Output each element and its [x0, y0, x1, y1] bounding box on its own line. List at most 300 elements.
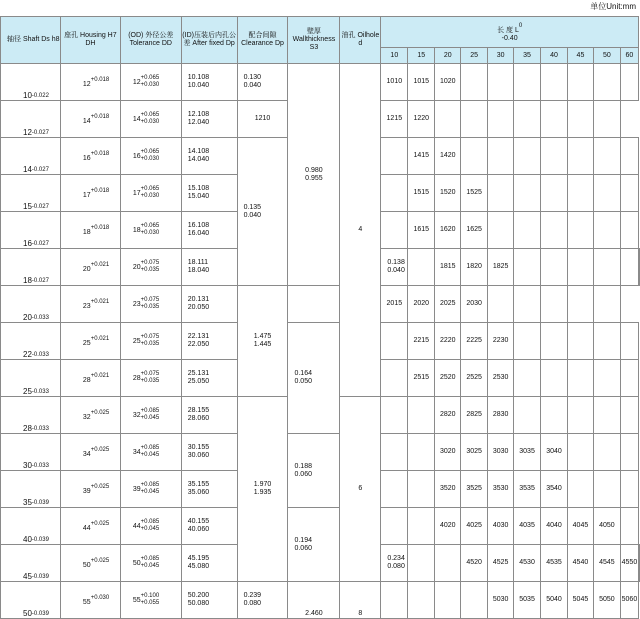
clearance-upper: 0.239 — [243, 592, 262, 599]
housing-diameter: 14 — [82, 117, 91, 125]
part-number-cell — [381, 360, 408, 397]
clearance-lower: 0.060 — [294, 544, 312, 552]
id-upper: 40.155 — [187, 518, 210, 525]
clearance-lower: 0.040 — [387, 267, 405, 274]
wall-thickness-cell — [237, 286, 288, 397]
id-lower: 20.050 — [187, 304, 210, 311]
part-number-cell — [567, 101, 593, 138]
part-number-cell — [567, 434, 593, 471]
wall-thickness-cell — [288, 582, 340, 619]
shaft-diameter-cell — [1, 212, 61, 249]
od-upper: +0.075 — [140, 371, 160, 377]
od-lower: +0.045 — [140, 452, 160, 458]
part-number-cell — [593, 249, 620, 286]
clearance-lower: 0.040 — [243, 82, 262, 89]
part-number-cell — [620, 175, 638, 212]
part-number-cell — [593, 101, 620, 138]
part-number-cell — [567, 64, 593, 101]
part-number-cell — [514, 249, 541, 286]
header-length-col: 40 — [541, 48, 568, 64]
housing-tolerance: +0.025 — [90, 483, 110, 490]
od-tolerance — [141, 260, 160, 274]
shaft-diameter-cell — [1, 64, 61, 101]
part-number-cell — [620, 434, 638, 471]
od-upper: +0.085 — [140, 408, 160, 414]
od-lower: +0.030 — [140, 156, 160, 162]
part-number-cell: 1825 — [488, 249, 514, 286]
od-tolerance — [141, 593, 160, 607]
housing-diameter: 17 — [82, 191, 91, 199]
housing-cell — [60, 582, 120, 619]
part-number-cell — [488, 64, 514, 101]
wall-lower: 1.445 — [253, 341, 272, 348]
od-lower: +0.045 — [140, 415, 160, 421]
clearance-cell — [381, 545, 408, 582]
od-tolerance — [141, 112, 160, 126]
clearance-upper: 0.188 — [294, 462, 312, 470]
shaft-diameter: 16 — [23, 239, 32, 248]
shaft-diameter-cell — [1, 434, 61, 471]
part-number-cell — [408, 434, 435, 471]
part-number-cell: 3535 — [514, 471, 541, 508]
part-number-cell: 4035 — [514, 508, 541, 545]
housing-tolerance: +0.018 — [90, 150, 110, 157]
shaft-tolerance: -0.027 — [31, 278, 49, 284]
housing-cell — [60, 101, 120, 138]
part-number-cell — [567, 286, 593, 323]
housing-cell — [60, 64, 120, 101]
part-number-cell — [620, 397, 638, 434]
part-number-cell — [461, 101, 488, 138]
part-number-cell — [541, 323, 568, 360]
housing-cell — [60, 471, 120, 508]
header-length-col: 25 — [461, 48, 488, 64]
part-number-cell: 4040 — [541, 508, 568, 545]
housing-diameter: 34 — [82, 450, 91, 458]
part-number-cell — [461, 64, 488, 101]
od-upper: +0.085 — [140, 519, 160, 525]
clearance-upper: 0.194 — [294, 536, 312, 544]
housing-tolerance: +0.018 — [90, 224, 110, 231]
part-number-cell — [408, 249, 435, 286]
part-number-cell: 2215 — [408, 323, 435, 360]
shaft-diameter-cell — [1, 397, 61, 434]
housing-cell — [60, 286, 120, 323]
shaft-tolerance: -0.039 — [31, 537, 49, 543]
part-number-cell — [381, 323, 408, 360]
housing-tolerance: +0.030 — [90, 594, 110, 601]
id-tolerance-cell — [181, 64, 237, 101]
part-number-cell — [593, 360, 620, 397]
header-clearance: 配合间隙 Clearance Dp — [237, 17, 288, 64]
housing-diameter: 18 — [82, 228, 91, 236]
shaft-diameter: 35 — [23, 498, 32, 507]
id-lower: 14.040 — [187, 156, 210, 163]
shaft-diameter: 14 — [23, 165, 32, 174]
shaft-diameter: 18 — [23, 276, 32, 285]
od-tolerance — [141, 334, 160, 348]
housing-cell — [60, 545, 120, 582]
part-number-cell: 1420 — [435, 138, 461, 175]
od-tolerance-cell — [120, 175, 181, 212]
part-number-cell — [514, 323, 541, 360]
part-number-cell: 2015 — [381, 286, 408, 323]
part-number-cell — [620, 249, 638, 286]
od-upper: +0.085 — [140, 556, 160, 562]
part-number-cell: 4540 — [567, 545, 593, 582]
part-number-cell — [620, 360, 638, 397]
part-number-cell — [381, 582, 408, 619]
id-upper: 16.108 — [187, 222, 210, 229]
clearance-upper: 0.164 — [294, 370, 312, 377]
od-tolerance — [141, 408, 160, 422]
od-lower: +0.030 — [140, 119, 160, 125]
od-tolerance — [141, 371, 160, 385]
shaft-diameter: 40 — [23, 535, 32, 544]
id-lower: 15.040 — [187, 193, 210, 200]
part-number-cell: 2820 — [435, 397, 461, 434]
part-number-cell — [488, 138, 514, 175]
od-tolerance-cell — [120, 360, 181, 397]
header-length-col: 50 — [593, 48, 620, 64]
od-tolerance-cell — [120, 101, 181, 138]
housing-tolerance: +0.021 — [90, 335, 110, 342]
clearance-upper: 0.138 — [387, 259, 405, 266]
part-number-cell — [567, 138, 593, 175]
unit-label: 单位Unit:mm — [590, 2, 636, 11]
shaft-tolerance: -0.033 — [31, 389, 49, 395]
part-number-cell: 1020 — [435, 64, 461, 101]
wall-thickness-cell — [288, 64, 340, 286]
shaft-diameter: 10 — [23, 91, 32, 100]
table-row — [1, 582, 640, 619]
part-number-cell: 1525 — [461, 175, 488, 212]
part-number-cell — [567, 360, 593, 397]
housing-cell — [60, 212, 120, 249]
id-lower: 40.060 — [187, 526, 210, 533]
od-upper: +0.065 — [140, 75, 160, 81]
housing-cell — [60, 138, 120, 175]
part-number-cell — [381, 471, 408, 508]
housing-diameter: 16 — [82, 154, 91, 162]
id-upper: 25.131 — [187, 370, 210, 377]
od-upper: +0.075 — [140, 334, 160, 340]
part-number-cell — [567, 397, 593, 434]
od-upper: +0.065 — [140, 223, 160, 229]
housing-tolerance: +0.025 — [90, 520, 110, 527]
housing-diameter: 50 — [82, 561, 91, 569]
od-lower: +0.030 — [140, 193, 160, 199]
part-number-cell: 5040 — [541, 582, 568, 619]
table-row — [1, 64, 640, 101]
od-lower: +0.035 — [140, 267, 160, 273]
part-number-cell — [408, 471, 435, 508]
housing-tolerance: +0.021 — [90, 298, 110, 305]
part-number-cell: 3035 — [514, 434, 541, 471]
housing-tolerance: +0.025 — [90, 446, 110, 453]
header-length-col: 10 — [381, 48, 408, 64]
part-number-cell — [593, 64, 620, 101]
part-number-cell: 4030 — [488, 508, 514, 545]
shaft-diameter-cell — [1, 286, 61, 323]
clearance-upper: 0.130 — [243, 74, 262, 81]
shaft-diameter-cell — [1, 545, 61, 582]
part-number-cell: 2530 — [488, 360, 514, 397]
housing-diameter: 44 — [82, 524, 91, 532]
od-upper: +0.075 — [140, 260, 160, 266]
header-length-col: 30 — [488, 48, 514, 64]
part-number-cell — [514, 101, 541, 138]
od-tolerance — [141, 482, 160, 496]
shaft-tolerance: -0.039 — [31, 574, 49, 580]
shaft-diameter-cell — [1, 323, 61, 360]
od-lower: +0.045 — [140, 563, 160, 569]
od-tolerance — [141, 149, 160, 163]
id-lower: 45.080 — [187, 563, 210, 570]
part-number-cell — [514, 397, 541, 434]
id-tolerance-cell — [181, 360, 237, 397]
part-number-cell — [541, 138, 568, 175]
id-tolerance-cell — [181, 286, 237, 323]
od-diameter: 28 — [132, 374, 141, 382]
od-tolerance-cell — [120, 545, 181, 582]
id-upper: 14.108 — [187, 148, 210, 155]
part-number-cell — [488, 175, 514, 212]
clearance-cell — [288, 508, 340, 582]
part-number-cell: 1515 — [408, 175, 435, 212]
shaft-tolerance: -0.033 — [31, 315, 49, 321]
part-number-cell: 3540 — [541, 471, 568, 508]
part-number-cell: 1620 — [435, 212, 461, 249]
id-upper: 18.111 — [187, 259, 209, 266]
od-upper: +0.100 — [140, 593, 160, 599]
part-number-cell — [620, 212, 638, 249]
shaft-tolerance: -0.039 — [31, 500, 49, 506]
shaft-diameter-cell — [1, 249, 61, 286]
part-number-cell — [541, 212, 568, 249]
od-tolerance — [141, 75, 160, 89]
part-number-cell: 4050 — [593, 508, 620, 545]
clearance-upper: 0.135 — [243, 203, 262, 211]
od-tolerance — [141, 556, 160, 570]
part-number-cell: 1625 — [461, 212, 488, 249]
od-tolerance — [141, 186, 160, 200]
header-oilhole: 油孔 Oilhole d — [340, 17, 381, 64]
wall-upper: 1.475 — [253, 333, 272, 340]
shaft-diameter: 30 — [23, 461, 32, 470]
clearance-lower: 0.080 — [387, 563, 405, 570]
od-diameter: 55 — [132, 596, 141, 604]
clearance-cell — [237, 138, 288, 286]
od-tolerance-cell — [120, 249, 181, 286]
header-length-tolerance: -0.40 — [501, 34, 518, 42]
od-upper: +0.065 — [140, 186, 160, 192]
id-tolerance-cell — [181, 471, 237, 508]
id-upper: 10.108 — [187, 74, 210, 81]
id-upper: 30.155 — [187, 444, 210, 451]
part-number-cell — [435, 101, 461, 138]
shaft-diameter: 50 — [23, 609, 32, 618]
id-tolerance-cell — [181, 397, 237, 434]
shaft-tolerance: -0.022 — [31, 93, 49, 99]
part-number-cell: 1010 — [381, 64, 408, 101]
part-number-cell — [288, 286, 340, 323]
part-number-cell: 2225 — [461, 323, 488, 360]
part-number-cell — [408, 397, 435, 434]
clearance-lower: 0.050 — [294, 378, 312, 385]
wall-lower: 1.935 — [253, 489, 272, 496]
table-row — [1, 434, 640, 471]
shaft-diameter: 28 — [23, 424, 32, 433]
part-number-cell — [381, 138, 408, 175]
shaft-tolerance: -0.027 — [31, 204, 49, 210]
od-tolerance — [141, 223, 160, 237]
od-diameter: 44 — [132, 522, 141, 530]
clearance-lower: 0.060 — [294, 470, 312, 478]
shaft-tolerance: -0.033 — [31, 352, 49, 358]
housing-tolerance: +0.018 — [90, 76, 110, 83]
shaft-tolerance: -0.039 — [31, 611, 49, 617]
housing-cell — [60, 434, 120, 471]
od-lower: +0.035 — [140, 304, 160, 310]
shaft-diameter: 15 — [23, 202, 32, 211]
header-id-tolerance: (ID)压装后内孔公差 After fixed Dp — [181, 17, 237, 64]
part-number-cell: 4520 — [461, 545, 488, 582]
od-lower: +0.045 — [140, 526, 160, 532]
clearance-upper: 0.234 — [387, 555, 405, 562]
part-number-cell — [381, 212, 408, 249]
shaft-tolerance: -0.027 — [31, 241, 49, 247]
housing-tolerance: +0.021 — [90, 372, 110, 379]
header-length-col: 45 — [567, 48, 593, 64]
part-number-cell — [567, 212, 593, 249]
shaft-diameter-cell — [1, 360, 61, 397]
header-length: 长 度 L0 -0.40 — [381, 17, 639, 48]
part-number-cell: 4020 — [435, 508, 461, 545]
housing-diameter: 32 — [82, 413, 91, 421]
part-number-cell — [381, 434, 408, 471]
part-number-cell: 4550 — [620, 545, 638, 582]
part-number-cell — [620, 138, 638, 175]
od-tolerance-cell — [120, 397, 181, 434]
shaft-tolerance: -0.027 — [31, 167, 49, 173]
header-length-col: 60 — [620, 48, 638, 64]
od-diameter: 25 — [132, 337, 141, 345]
od-tolerance-cell — [120, 286, 181, 323]
id-tolerance-cell — [181, 138, 237, 175]
part-number-cell: 4045 — [567, 508, 593, 545]
part-number-cell: 5060 — [620, 582, 638, 619]
part-number-cell: 2520 — [435, 360, 461, 397]
bushing-spec-table — [0, 16, 640, 619]
od-tolerance-cell — [120, 434, 181, 471]
shaft-diameter-cell — [1, 175, 61, 212]
id-tolerance-cell — [181, 545, 237, 582]
part-number-cell — [488, 286, 514, 323]
od-lower: +0.030 — [140, 230, 160, 236]
shaft-tolerance: -0.033 — [31, 426, 49, 432]
od-tolerance — [141, 297, 160, 311]
od-lower: +0.045 — [140, 489, 160, 495]
part-number-cell: 5050 — [593, 582, 620, 619]
id-lower: 10.040 — [187, 82, 210, 89]
id-lower: 22.050 — [187, 341, 210, 348]
part-number-cell — [541, 101, 568, 138]
od-diameter: 39 — [132, 485, 141, 493]
shaft-diameter-cell — [1, 101, 61, 138]
od-tolerance-cell — [120, 64, 181, 101]
table-row — [1, 323, 640, 360]
header-od-tolerance: (OD) 外径公差 Tolerance DD — [120, 17, 181, 64]
part-number-cell — [514, 360, 541, 397]
shaft-diameter: 20 — [23, 313, 32, 322]
od-tolerance — [141, 445, 160, 459]
part-number-cell — [541, 175, 568, 212]
part-number-cell: 1815 — [435, 249, 461, 286]
shaft-diameter: 22 — [23, 350, 32, 359]
header-wall-thickness: 壁厚 Wallthickness S3 — [288, 17, 340, 64]
od-diameter: 16 — [132, 152, 141, 160]
part-number-cell — [567, 471, 593, 508]
id-lower: 25.050 — [187, 378, 210, 385]
part-number-cell — [593, 212, 620, 249]
od-diameter: 34 — [132, 448, 141, 456]
id-upper: 12.108 — [187, 111, 210, 118]
part-number-cell: 3025 — [461, 434, 488, 471]
housing-tolerance: +0.025 — [90, 409, 110, 416]
part-number-cell: 2830 — [488, 397, 514, 434]
housing-diameter: 39 — [82, 487, 91, 495]
part-number-cell — [593, 471, 620, 508]
shaft-diameter-cell — [1, 582, 61, 619]
part-number-cell: 1415 — [408, 138, 435, 175]
id-lower: 35.060 — [187, 489, 210, 496]
part-number-cell — [567, 175, 593, 212]
od-diameter: 50 — [132, 559, 141, 567]
part-number-cell — [514, 212, 541, 249]
part-number-cell: 5030 — [488, 582, 514, 619]
part-number-cell — [593, 434, 620, 471]
part-number-cell — [567, 249, 593, 286]
wall-lower: 0.955 — [305, 174, 323, 182]
header-length-col: 15 — [408, 48, 435, 64]
housing-diameter: 20 — [82, 265, 91, 273]
od-upper: +0.085 — [140, 445, 160, 451]
od-diameter: 12 — [132, 78, 141, 86]
part-number-cell: 3020 — [435, 434, 461, 471]
od-upper: +0.065 — [140, 149, 160, 155]
part-number-cell — [514, 175, 541, 212]
header-length-col: 35 — [514, 48, 541, 64]
part-number-cell — [620, 471, 638, 508]
table-row — [1, 286, 640, 323]
id-tolerance-cell — [181, 175, 237, 212]
part-number-cell — [435, 545, 461, 582]
wall-thickness-cell — [237, 397, 288, 582]
housing-cell — [60, 249, 120, 286]
part-number-cell — [408, 582, 435, 619]
shaft-tolerance: -0.027 — [31, 130, 49, 136]
housing-cell — [60, 323, 120, 360]
id-tolerance-cell — [181, 323, 237, 360]
part-number-cell: 2220 — [435, 323, 461, 360]
part-number-cell — [593, 175, 620, 212]
part-number-cell: 3040 — [541, 434, 568, 471]
part-number-cell: 2825 — [461, 397, 488, 434]
id-upper: 35.155 — [187, 481, 210, 488]
od-tolerance-cell — [120, 212, 181, 249]
od-tolerance-cell — [120, 471, 181, 508]
